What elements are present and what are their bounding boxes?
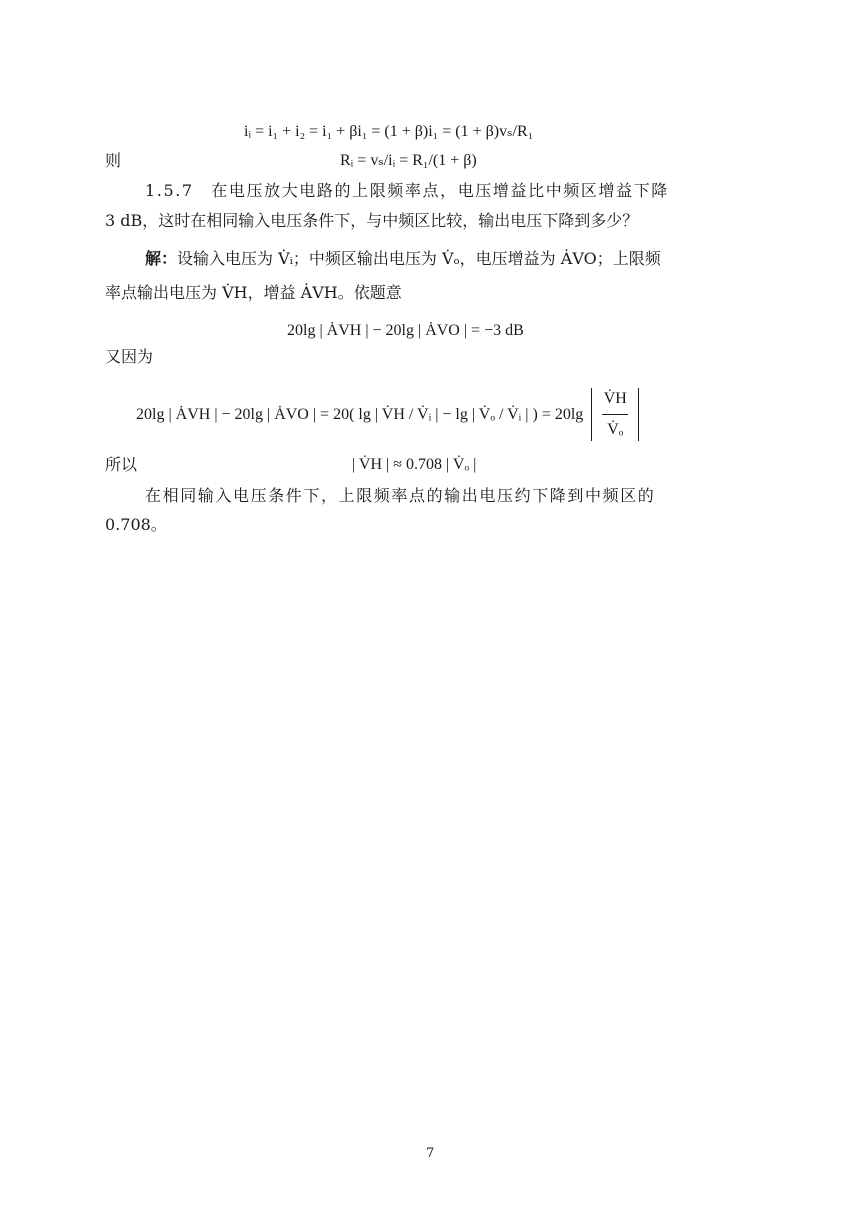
label-ze: 则 <box>105 151 122 170</box>
solution-label: 解： <box>145 249 178 268</box>
equation-gain-ratio <box>136 388 639 441</box>
equation-result: | V̇H | ≈ 0.708 | V̇ₒ | <box>352 456 477 473</box>
label-youyinwei: 又因为 <box>105 347 154 366</box>
label-suoyi: 所以 <box>105 455 138 474</box>
fraction <box>602 388 628 441</box>
abs-fraction <box>591 388 639 441</box>
problem-text-line-2: 3 dB，这时在相同输入电压条件下，与中频区比较，输出电压下降到多少？ <box>105 211 639 230</box>
solution-line-2: 率点输出电压为 V̇H，增益 ȦVH。依题意 <box>105 283 402 302</box>
solution-text-1: 设输入电压为 V̇ᵢ；中频区输出电压为 V̇ₒ，电压增益为 ȦVO；上限频 <box>177 249 661 268</box>
page-number: 7 <box>426 1146 435 1161</box>
solution-line-1 <box>145 248 661 270</box>
conclusion-line-2: 0.708。 <box>105 515 167 534</box>
fraction-numerator: V̇H <box>603 390 627 407</box>
fraction-denominator: V̇ₒ <box>607 421 624 438</box>
equation-current: iᵢ = i₁ + i₂ = i₁ + βi₁ = (1 + β)i₁ = (1 + β)vₛ/R₁ <box>244 123 534 140</box>
equation-gain-drop: 20lg | ȦVH | − 20lg | ȦVO | = −3 dB <box>287 322 524 339</box>
conclusion-line-1: 在相同输入电压条件下，上限频率点的输出电压约下降到中频区的 <box>145 486 656 505</box>
problem-text-line-1: 1.5.7 在电压放大电路的上限频率点，电压增益比中频区增益下降 <box>145 181 669 200</box>
equation-input-resistance: Rᵢ = vₛ/iᵢ = R₁/(1 + β) <box>340 152 477 169</box>
equation-gain-ratio-left: 20lg | ȦVH | − 20lg | ȦVO | = 20( lg | V̇H / V̇ᵢ | − lg | V̇ₒ / V̇ᵢ | ) = 20lg <box>136 405 584 423</box>
